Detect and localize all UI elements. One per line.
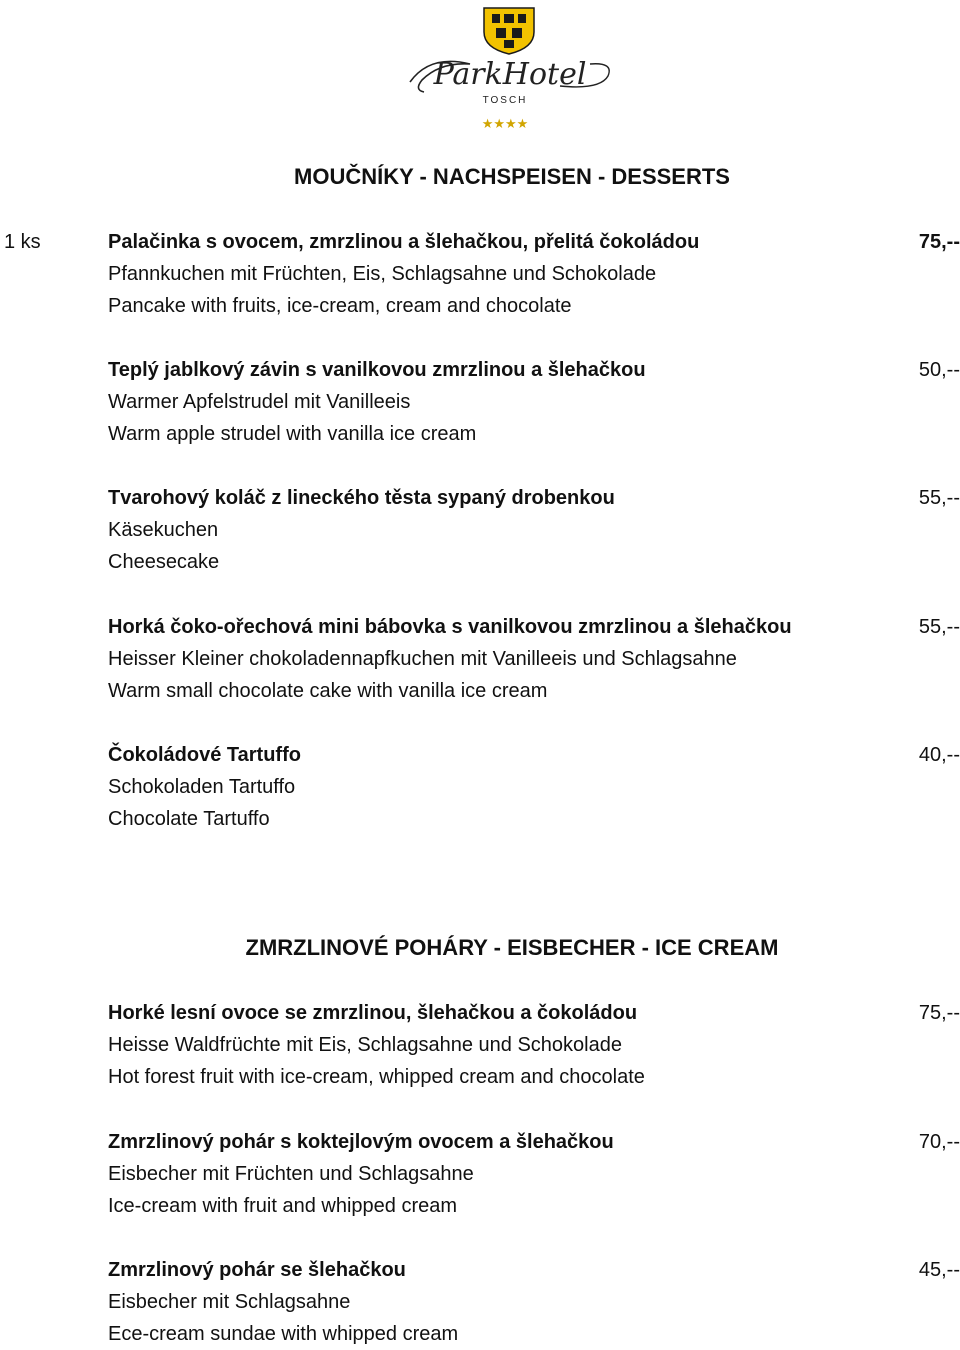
item-name-english: Pancake with fruits, ice-cream, cream and chocolate xyxy=(108,295,572,317)
menu-item xyxy=(0,1126,960,1222)
menu-item xyxy=(0,226,960,322)
item-price: 70,-- xyxy=(918,1131,960,1153)
item-name-english: Warm small chocolate cake with vanilla ice cream xyxy=(108,680,548,702)
item-name-czech: Zmrzlinový pohár s koktejlovým ovocem a šlehačkou xyxy=(108,1131,614,1153)
item-price: 75,-- xyxy=(918,1002,960,1024)
item-name-german: Warmer Apfelstrudel mit Vanilleeis xyxy=(108,391,411,413)
menu-item xyxy=(0,997,960,1093)
menu-item xyxy=(0,611,960,707)
item-name-czech: Teplý jablkový závin s vanilkovou zmrzlinou a šlehačkou xyxy=(108,359,646,381)
item-quantity: 1 ks xyxy=(4,231,41,253)
item-name-german: Eisbecher mit Früchten und Schlagsahne xyxy=(108,1163,474,1185)
item-price: 75,-- xyxy=(918,231,960,253)
item-name-czech: Tvarohový koláč z lineckého těsta sypaný drobenkou xyxy=(108,487,615,509)
item-price: 40,-- xyxy=(918,744,960,766)
section-title-desserts: MOUČNÍKY - NACHSPEISEN - DESSERTS xyxy=(294,164,730,189)
item-name-czech: Palačinka s ovocem, zmrzlinou a šlehačkou, přelitá čokoládou xyxy=(108,231,700,253)
item-name-english: Warm apple strudel with vanilla ice cream xyxy=(108,423,477,445)
item-name-german: Schokoladen Tartuffo xyxy=(108,776,296,798)
item-name-czech: Zmrzlinový pohár se šlehačkou xyxy=(108,1259,406,1281)
park-hotel-logo xyxy=(400,2,620,130)
menu-item xyxy=(0,482,960,578)
item-name-german: Pfannkuchen mit Früchten, Eis, Schlagsahne und Schokolade xyxy=(108,263,657,285)
svg-text:★★★★: ★★★★ xyxy=(481,117,529,130)
menu-item xyxy=(0,739,960,835)
item-name-czech: Horká čoko-ořechová mini bábovka s vanilkovou zmrzlinou a šlehačkou xyxy=(108,616,792,638)
item-name-german: Heisser Kleiner chokoladennapfkuchen mit Vanilleeis und Schlagsahne xyxy=(108,648,737,670)
park-hotel-crest-icon xyxy=(400,2,620,130)
item-name-czech: Čokoládové Tartuffo xyxy=(108,744,301,766)
svg-text:ParkHotel: ParkHotel xyxy=(433,57,587,92)
item-name-english: Ece-cream sundae with whipped cream xyxy=(108,1323,459,1345)
item-name-english: Hot forest fruit with ice-cream, whipped cream and chocolate xyxy=(108,1066,645,1088)
item-name-english: Chocolate Tartuffo xyxy=(108,808,270,830)
item-name-czech: Horké lesní ovoce se zmrzlinou, šlehačkou a čokoládou xyxy=(108,1002,638,1024)
svg-text:TOSCH: TOSCH xyxy=(482,95,528,106)
menu-item xyxy=(0,354,960,450)
item-name-english: Cheesecake xyxy=(108,551,220,573)
item-name-english: Ice-cream with fruit and whipped cream xyxy=(108,1195,458,1217)
item-name-german: Heisse Waldfrüchte mit Eis, Schlagsahne und Schokolade xyxy=(108,1034,622,1056)
item-price: 45,-- xyxy=(918,1259,960,1281)
item-price: 55,-- xyxy=(918,487,960,509)
item-name-german: Käsekuchen xyxy=(108,519,219,541)
item-price: 50,-- xyxy=(918,359,960,381)
item-price: 55,-- xyxy=(918,616,960,638)
section-title-ice-cream: ZMRZLINOVÉ POHÁRY - EISBECHER - ICE CREAM xyxy=(245,935,779,960)
item-name-german: Eisbecher mit Schlagsahne xyxy=(108,1291,351,1313)
menu-item xyxy=(0,1254,960,1350)
